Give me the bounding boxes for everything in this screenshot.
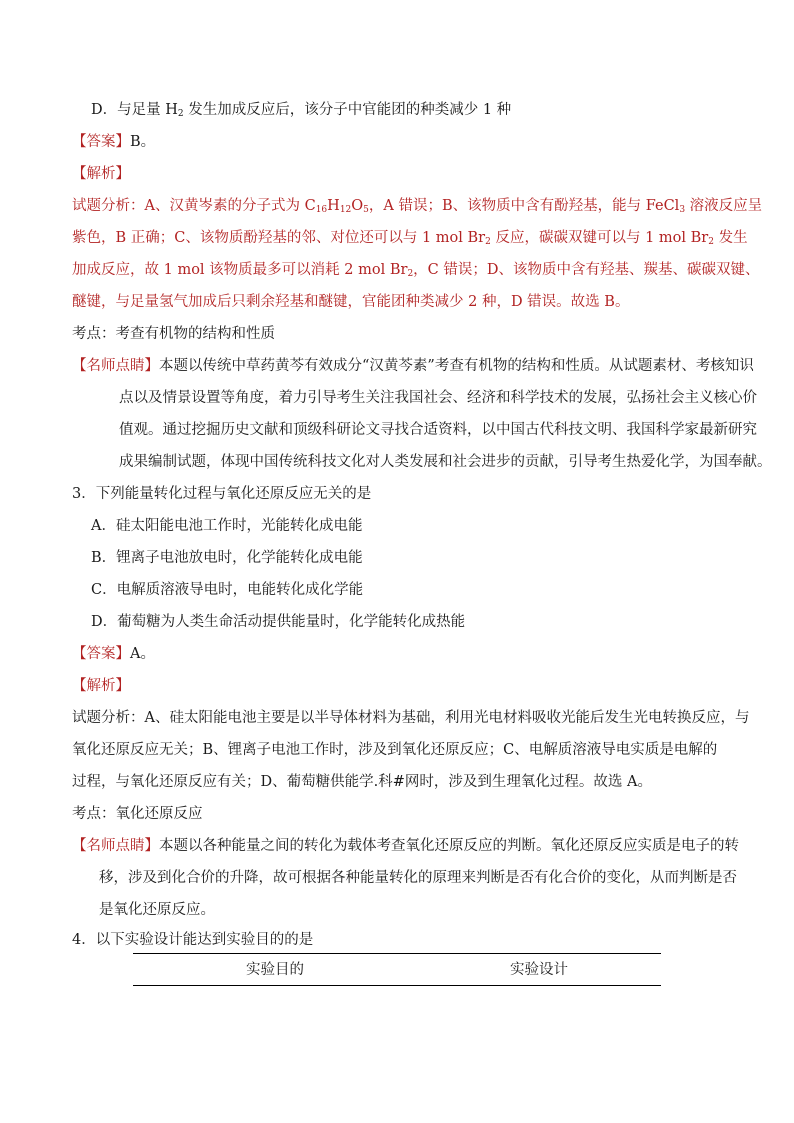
q3-option-a: A．硅太阳能电池工作时，光能转化成电能 xyxy=(91,518,363,534)
q2-tips-line-4: 成果编制试题，体现中国传统科技文化对人类发展和社会进步的贡献，引导考生热爱化学，为国奉献。 xyxy=(119,454,772,470)
q3-analysis-label: 【解析】 xyxy=(72,678,130,694)
q3-tips-line-3: 是氧化还原反应。 xyxy=(99,902,215,918)
q2-tips-line-3: 值观。通过挖掘历史文献和顶级科研论文寻找合适资料，以中国古代科技文明、我国科学家最新研究 xyxy=(119,422,757,438)
q3-analysis-line-3: 过程，与氧化还原反应有关；D、葡萄糖供能学.科#网时，涉及到生理氧化过程。故选 A。 xyxy=(72,774,652,790)
q2-analysis-line-1: 试题分析：A、汉黄岑素的分子式为 $C_{16}H_{12}O_5$，A 错误；B、该物质中含有酚羟基，能与 FeCl$_3$ 溶液反应呈 xyxy=(72,198,763,215)
q3-tips-line-1: 【名师点睛】本题以各种能量之间的转化为载体考查氧化还原反应的判断。氧化还原反应实质是电子的转 xyxy=(72,838,739,854)
q3-tips-line-2: 移，涉及到化合价的升降，故可根据各种能量转化的原理来判断是否有化合价的变化，从而判断是否 xyxy=(99,870,737,886)
q3-analysis-line-1: 试题分析：A、硅太阳能电池主要是以半导体材料为基础，利用光电材料吸收光能后发生光电转换反应，与 xyxy=(72,710,750,726)
q2-option-d: D．与足量 $H_2$ 发生加成反应后，该分子中官能团的种类减少 1 种 xyxy=(91,102,512,119)
q3-option-c: C．电解质溶液导电时，电能转化成化学能 xyxy=(91,582,364,598)
q2-analysis-label: 【解析】 xyxy=(72,166,130,182)
q2-kaodian: 考点：考查有机物的结构和性质 xyxy=(72,326,275,342)
q2-tips-line-2: 点以及情景设置等角度，着力引导考生关注我国社会、经济和科学技术的发展，弘扬社会主义核心价 xyxy=(119,390,757,406)
q2-analysis-line-2: 紫色，B 正确；C、该物质酚羟基的邻、对位还可以与 1 mol $Br_2$ 反应，碳碳双键可以与 1 mol $Br_2$ 发生 xyxy=(72,230,748,247)
q4-stem: 4．以下实验设计能达到实验目的的是 xyxy=(72,932,314,948)
q2-answer: 【答案】B。 xyxy=(72,134,156,150)
q2-tips-line-1: 【名师点睛】本题以传统中草药黄芩有效成分“汉黄芩素”考查有机物的结构和性质。从试题素材、考核知识 xyxy=(72,358,754,374)
q3-option-b: B．锂离子电池放电时，化学能转化成电能 xyxy=(91,550,363,566)
table-header-design: 实验设计 xyxy=(510,962,568,978)
q3-kaodian: 考点：氧化还原反应 xyxy=(72,806,203,822)
q3-stem: 3．下列能量转化过程与氧化还原反应无关的是 xyxy=(72,486,372,502)
q2-analysis-line-3: 加成反应，故 1 mol 该物质最多可以消耗 2 mol $Br_2$，C 错误；D、该物质中含有羟基、羰基、碳碳双键、 xyxy=(72,262,760,279)
q3-analysis-line-2: 氧化还原反应无关；B、锂离子电池工作时，涉及到氧化还原反应；C、电解质溶液导电实质是电解的 xyxy=(72,742,718,758)
table-header-purpose: 实验目的 xyxy=(246,962,304,978)
q2-analysis-line-4: 醚键，与足量氢气加成后只剩余羟基和醚键，官能团种类减少 2 种，D 错误。故选 B。 xyxy=(72,294,630,310)
q3-answer: 【答案】A。 xyxy=(72,646,155,662)
q3-option-d: D．葡萄糖为人类生命活动提供能量时，化学能转化成热能 xyxy=(91,614,466,630)
q4-table-header xyxy=(133,953,661,986)
